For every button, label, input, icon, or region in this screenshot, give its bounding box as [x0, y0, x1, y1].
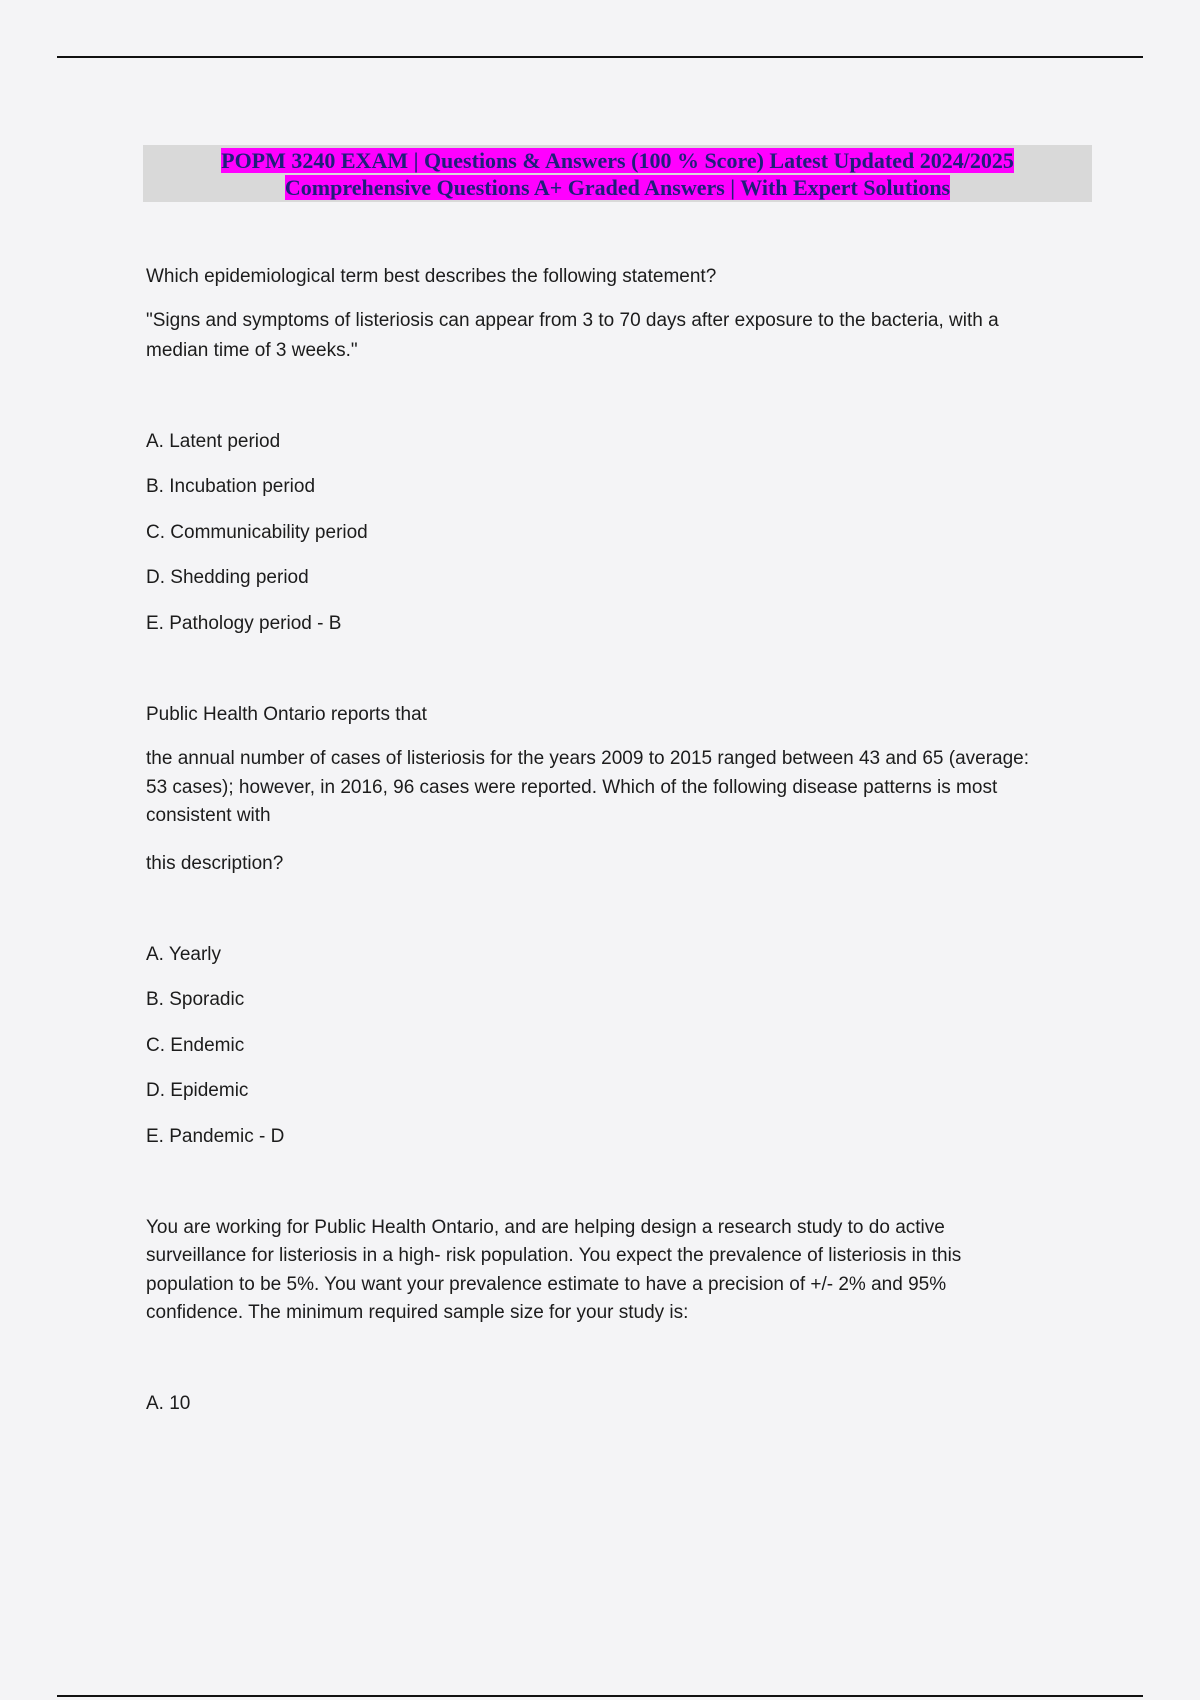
q1-option: D. Shedding period [146, 567, 309, 588]
title-line-1: POPM 3240 EXAM | Questions & Answers (100 % Score) Latest Updated 2024/2025 [221, 148, 1014, 173]
q1-quote-line-2: median time of 3 weeks." [146, 340, 358, 361]
q3-line-4: confidence. The minimum required sample size for your study is: [146, 1302, 689, 1323]
top-rule [57, 56, 1143, 58]
q3-line-2: surveillance for listeriosis in a high- risk population. You expect the prevalence of listeriosis in this [146, 1245, 962, 1266]
q2-option: A. Yearly [146, 944, 221, 965]
q2-option: E. Pandemic - D [146, 1126, 285, 1147]
q2-intro: Public Health Ontario reports that [146, 704, 427, 725]
q1-quote-line-1: "Signs and symptoms of listeriosis can appear from 3 to 70 days after exposure to the bacteria, with a [146, 310, 999, 331]
q1-prompt: Which epidemiological term best describes the following statement? [146, 266, 717, 287]
q2-option: C. Endemic [146, 1035, 245, 1056]
q1-option: A. Latent period [146, 431, 281, 452]
q3-line-1: You are working for Public Health Ontario, and are helping design a research study to do active [146, 1217, 945, 1238]
q2-option: B. Sporadic [146, 989, 245, 1010]
q2-option: D. Epidemic [146, 1080, 249, 1101]
q1-option: E. Pathology period - B [146, 613, 342, 634]
q2-body-line-1: the annual number of cases of listeriosis for the years 2009 to 2015 ranged between 43 and 65 (average: [146, 748, 1030, 769]
bottom-rule [57, 1695, 1143, 1697]
q1-option: B. Incubation period [146, 476, 316, 497]
q3-line-3: population to be 5%. You want your prevalence estimate to have a precision of +/- 2% and 95% [146, 1274, 947, 1295]
title-line-2: Comprehensive Questions A+ Graded Answers | With Expert Solutions [284, 175, 951, 200]
document-title-banner [143, 145, 1092, 202]
q2-body-line-2: 53 cases); however, in 2016, 96 cases were reported. Which of the following disease patterns is most [146, 777, 998, 798]
q1-option: C. Communicability period [146, 522, 368, 543]
q2-end: this description? [146, 853, 284, 874]
q2-body-line-3: consistent with [146, 805, 271, 826]
q3-option: A. 10 [146, 1393, 191, 1414]
